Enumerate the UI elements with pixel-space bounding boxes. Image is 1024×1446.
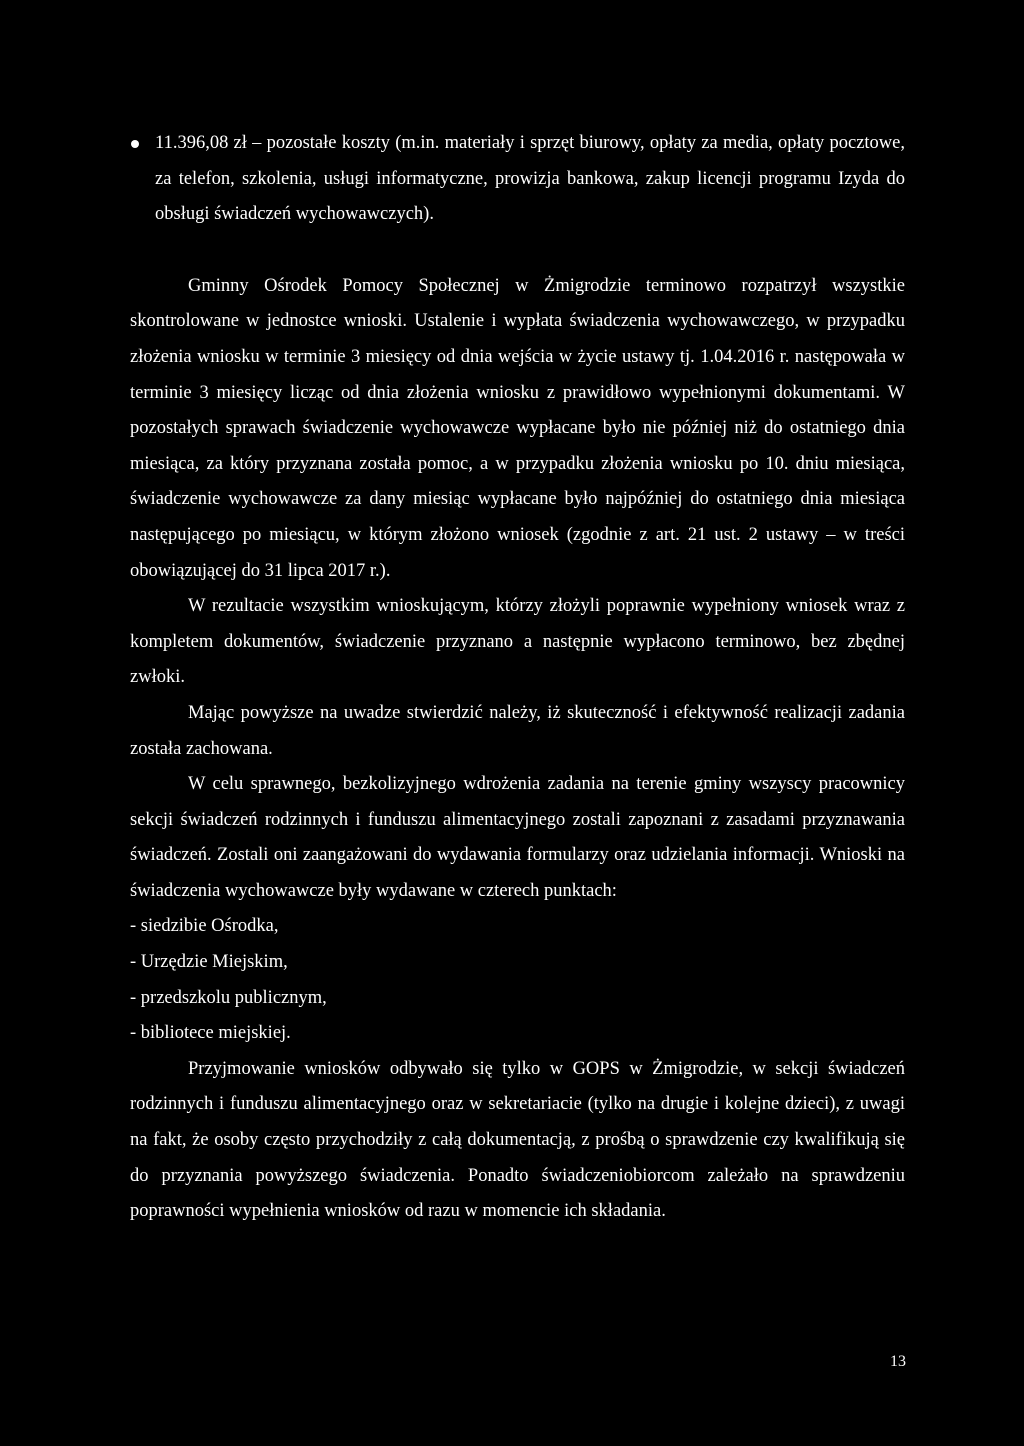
list-item-city-hall: - Urzędzie Miejskim, (130, 952, 288, 973)
cost-bullet-item (130, 126, 905, 233)
list-item-preschool: - przedszkolu publicznym, (130, 987, 327, 1008)
paragraph-processing-terms: Gminny Ośrodek Pomocy Społecznej w Żmigrodzie terminowo rozpatrzył wszystkie skontrolowane w jednostce wnioski. Ustalenie i wypłata świadczenia wychowawczego, w przypadku złożenia wniosku w terminie 3 miesięcy od dnia wejścia w życie ustawy tj. 1.04.2016 r. następowała w terminie 3 miesięcy licząc od dnia złożenia wniosku z prawidłowo wypełnionymi dokumentami. W pozostałych sprawach świadczenie wychowawcze wypłacane było nie później niż do ostatniego dnia miesiąca, za który przyznana została pomoc, a w przypadku złożenia wniosku po 10. dniu miesiąca, świadczenie wychowawcze za dany miesiąc wypłacane było najpóźniej do ostatniego dnia miesiąca następującego po miesiącu, w którym złożono wniosek (zgodnie z art. 21 ust. 2 ustawy – w treści obowiązującej do 31 lipca 2017 r.). (130, 275, 905, 581)
list-item-library: - bibliotece miejskiej. (130, 1023, 291, 1044)
cost-bullet-text: 11.396,08 zł – pozostałe koszty (m.in. materiały i sprzęt biurowy, opłaty za media, opłaty pocztowe, za telefon, szkolenia, usługi informatyczne, prowizja bankowa, zakup licencji programu Izyda do obsługi świadczeń wychowawczych). (155, 133, 905, 225)
bullet-icon (131, 140, 139, 148)
paragraph-result: W rezultacie wszystkim wnioskującym, którzy złożyli poprawnie wypełniony wniosek wraz z kompletem dokumentów, świadczenie przyznano a następnie wypłacono terminowo, bez zbędnej zwłoki. (130, 596, 905, 688)
page-number: 13 (890, 1353, 906, 1370)
document-page (130, 126, 905, 1230)
list-item-office: - siedzibie Ośrodka, (130, 916, 279, 937)
paragraph-implementation: W celu sprawnego, bezkolizyjnego wdrożenia zadania na terenie gminy wszyscy pracownicy sekcji świadczeń rodzinnych i funduszu alimentacyjnego zostali zapoznani z zasadami przyznawania świadczeń. Zostali oni zaangażowani do wydawania formularzy oraz udzielania informacji. Wnioski na świadczenia wychowawcze były wydawane w czterech punktach: (130, 774, 905, 901)
paragraph-application-intake: Przyjmowanie wniosków odbywało się tylko w GOPS w Żmigrodzie, w sekcji świadczeń rodzinnych i funduszu alimentacyjnego oraz w sekretariacie (tylko na drugie i kolejne dzieci), z uwagi na fakt, że osoby często przychodziły z całą dokumentacją, z prośbą o sprawdzenie czy kwalifikują się do przyznania powyższego świadczenia. Ponadto świadczeniobiorcom zależało na sprawdzeniu poprawności wypełnienia wniosków od razu w momencie ich składania. (130, 1058, 905, 1222)
paragraph-effectiveness: Mając powyższe na uwadze stwierdzić należy, iż skuteczność i efektywność realizacji zadania została zachowana. (130, 702, 905, 759)
